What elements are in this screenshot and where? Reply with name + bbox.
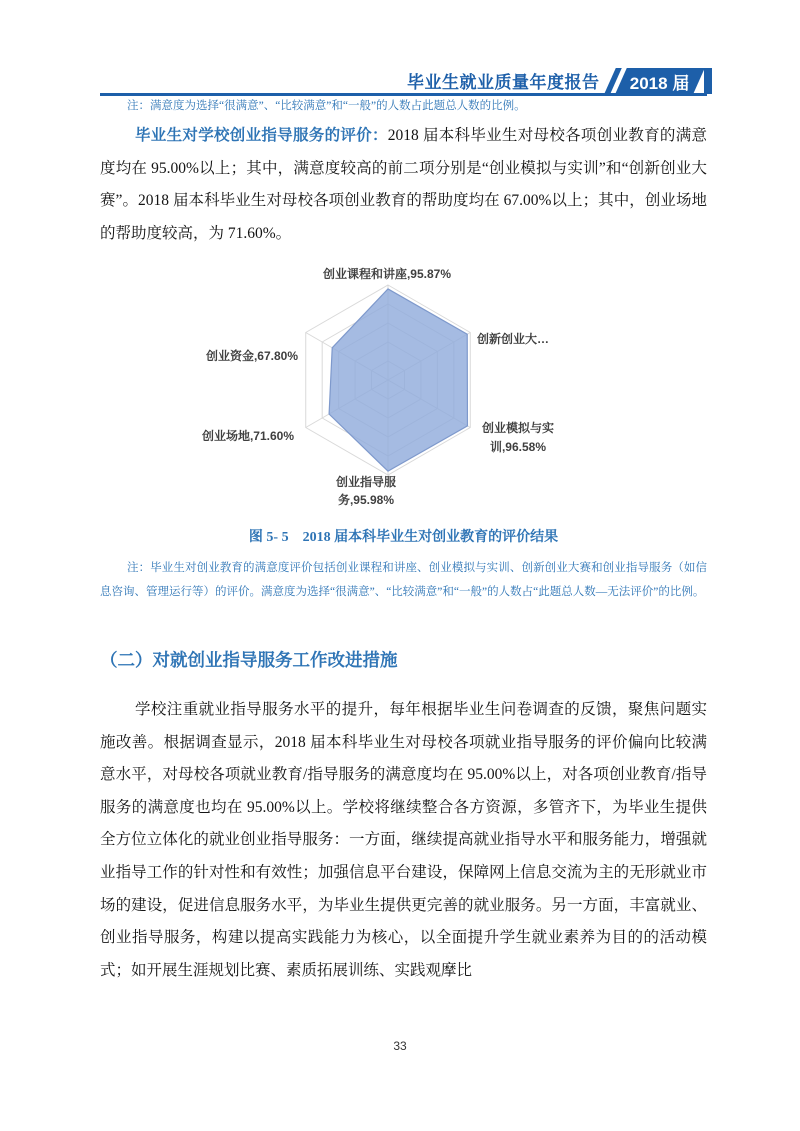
- radar-axis-label: 训,96.58%: [489, 440, 547, 454]
- figure-note: 注：毕业生对创业教育的满意度评价包括创业课程和讲座、创业模拟与实训、创新创业大赛和创业指导服务（如信息咨询、管理运行等）的评价。满意度为选择“很满意”、“比较满意”和“一般”的人数占“此题总人数—无法评价”的比例。: [100, 562, 707, 599]
- radar-axis-label: 创新创业大…: [477, 332, 550, 346]
- radar-axis-label: 创业场地,71.60%: [201, 429, 294, 443]
- radar-axis-label: 创业模拟与实: [481, 421, 555, 435]
- year-badge: [616, 68, 705, 94]
- report-title: 毕业生就业质量年度报告: [406, 73, 600, 92]
- evaluation-paragraph: [100, 120, 707, 250]
- header-block-decor: [704, 68, 712, 94]
- section-heading: （二）对就创业指导服务工作改进措施: [100, 650, 398, 670]
- paragraph-lead: 毕业生对学校创业指导服务的评价：: [135, 127, 388, 144]
- radar-axis-label: 创业指导服: [335, 475, 397, 489]
- satisfaction-note: 注：满意度为选择“很满意”、“比较满意”和“一般”的人数占此题总人数的比例。: [127, 100, 526, 112]
- radar-data-polygon: [329, 289, 467, 471]
- radar-axis-label: 务,95.98%: [337, 493, 395, 507]
- paragraph-body-text: 2018 届本科毕业生对母校各项创业教育的满意度均在 95.00%以上；其中，满意度较高的前二项分别是“创业模拟与实训”和“创新创业大赛”。2018 届本科毕业生对母校各项创业教育的帮助度均在 67.00%以上；其中，创业场地的帮助度较高，为 71.60%。: [100, 127, 707, 242]
- page-number: 33: [393, 1039, 407, 1053]
- radar-axis-label: 创业课程和讲座,95.87%: [322, 267, 452, 281]
- year-badge-label: 2018 届: [630, 73, 690, 92]
- improvement-paragraph: 学校注重就业指导服务水平的提升，每年根据毕业生问卷调查的反馈，聚焦问题实施改善。根据调查显示，2018 届本科毕业生对母校各项就业指导服务的评价偏向比较满意水平，对母校各项就业教育/指导服务的满意度均在 95.00%以上，对各项创业教育/指导服务的满意度也均在 95.00%以上。学校将继续整合各方资源，多管齐下，为毕业生提供全方位立体化的就业创业指导服务：一方面，继续提高就业指导水平和服务能力，增强就业指导工作的针对性和有效性；加强信息平台建设，保障网上信息交流为主的无形就业市场的建设，促进信息服务水平，为毕业生提供更完善的就业服务。另一方面，丰富就业、创业指导服务，构建以提高实践能力为核心，以全面提升学生就业素养为目的的活动模式；如开展生涯规划比赛、素质拓展训练、实践观摩比: [100, 701, 707, 979]
- figure-caption: 图 5- 5 2018 届本科毕业生对创业教育的评价结果: [248, 530, 559, 545]
- radar-axis-label: 创业资金,67.80%: [205, 349, 298, 363]
- header-rule: [100, 93, 707, 96]
- page-header: [407, 67, 712, 94]
- radar-chart: [180, 254, 620, 519]
